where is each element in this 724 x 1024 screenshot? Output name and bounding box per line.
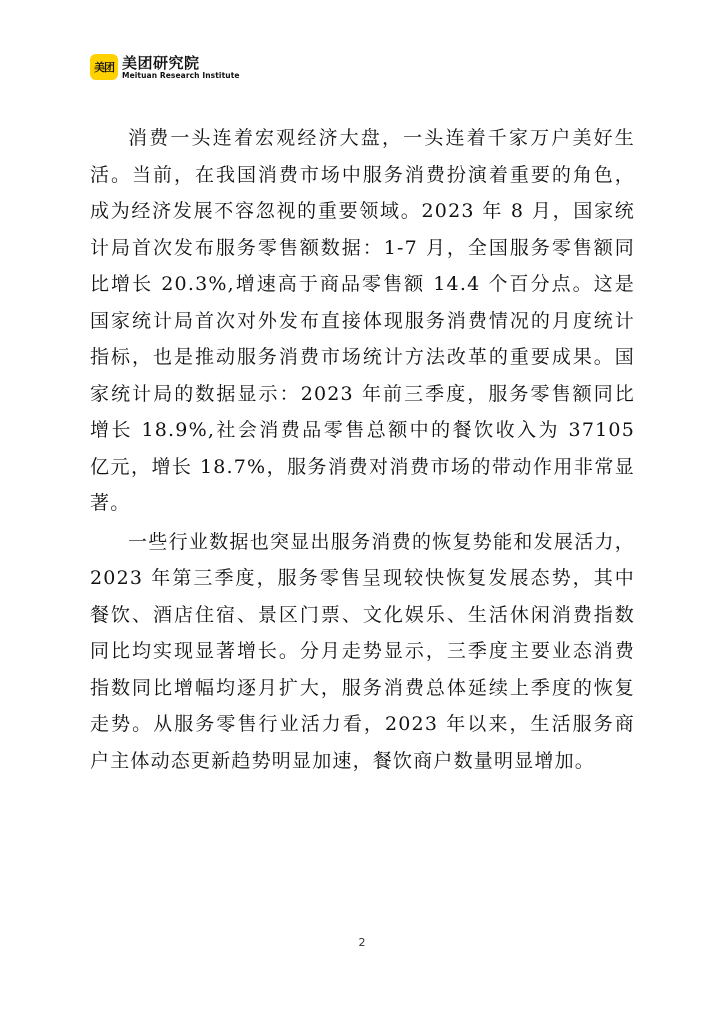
logo-chinese-name: 美团研究院 (122, 53, 200, 72)
document-body (90, 120, 635, 781)
logo-mark-text: 美团 (94, 61, 114, 74)
paragraph-1: 消费一头连着宏观经济大盘，一头连着千家万户美好生活。当前，在我国消费市场中服务消费扮演着重要的角色，成为经济发展不容忽视的重要领域。2023 年 8 月，国家统计局首次发布服务零售额数据：1-7 月，全国服务零售额同比增长 20.3%,增速高于商品零售额 14.4 个百分点。这是国家统计局首次对外发布直接体现服务消费情况的月度统计指标，也是推动服务消费市场统计方法改革的重要成果。国家统计局的数据显示：2023 年前三季度，服务零售额同比增长 18.9%,社会消费品零售总额中的餐饮收入为 37105 亿元，增长 18.7%，服务消费对消费市场的带动作用非常显著。 (90, 127, 635, 514)
logo-text-block (122, 55, 240, 80)
meituan-logo-icon (90, 54, 118, 80)
paragraph-2: 一些行业数据也突显出服务消费的恢复势能和发展活力，2023 年第三季度，服务零售呈现较快恢复发展态势，其中餐饮、酒店住宿、景区门票、文化娱乐、生活休闲消费指数同比均实现显著增长。分月走势显示，三季度主要业态消费指数同比增幅均逐月扩大，服务消费总体延续上季度的恢复走势。从服务零售行业活力看，2023 年以来，生活服务商户主体动态更新趋势明显加速，餐饮商户数量明显增加。 (90, 530, 635, 772)
page-number: 2 (358, 936, 366, 949)
logo-english-name: Meituan Research Institute (122, 70, 240, 80)
header-logo (90, 52, 240, 82)
